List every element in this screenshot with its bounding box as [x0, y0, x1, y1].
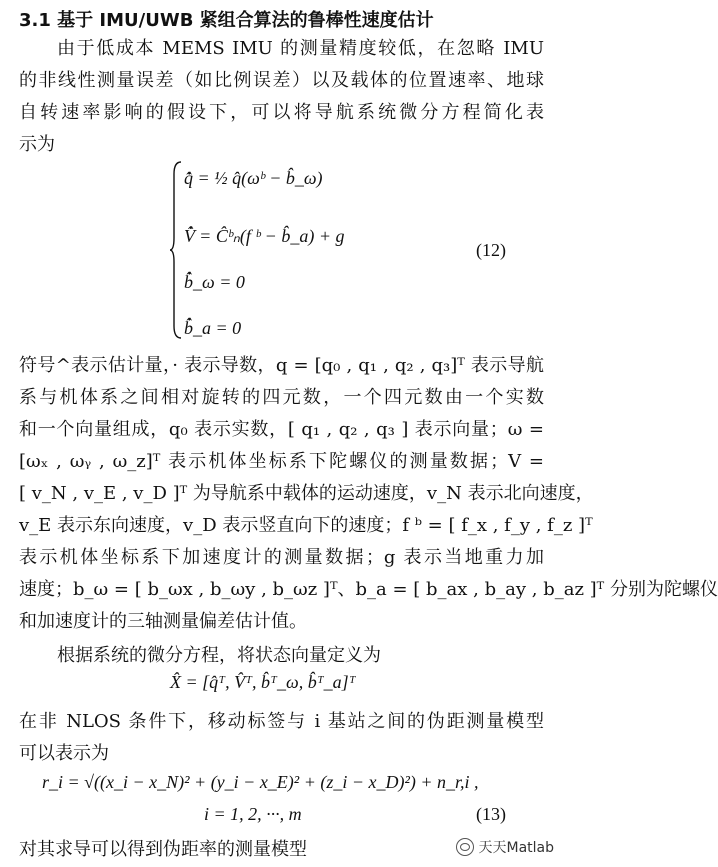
paragraph-line: [ωₓ , ωᵧ , ω_z]ᵀ 表示机体坐标系下陀螺仪的测量数据；V = [19, 451, 544, 472]
watermark [456, 837, 554, 857]
equation-13-number: (13) [476, 804, 506, 824]
paragraph-line: 符号^表示估计量，· 表示导数，q = [q₀ , q₁ , q₂ , q₃]ᵀ 表示导航 [19, 355, 544, 376]
equation-12-line-1: q̂̇ = ½ q̂(ωᵇ − b̂_ω) [184, 168, 323, 188]
equation-brace [170, 160, 182, 340]
equation-12-line-3: b̂̇_ω = 0 [184, 272, 245, 292]
paragraph-line: 由于低成本 MEMS IMU 的测量精度较低，在忽略 IMU [57, 38, 544, 59]
equation-13-line-2: i = 1, 2, ···, m [204, 804, 302, 824]
paragraph-line: v_E 表示东向速度，v_D 表示竖直向下的速度；f ᵇ = [ f_x , f_y , f_z ]ᵀ [19, 515, 593, 536]
wechat-icon [456, 838, 474, 856]
paragraph-line: 表示机体坐标系下加速度计的测量数据；g 表示当地重力加 [19, 547, 544, 568]
paragraph-line: 在非 NLOS 条件下，移动标签与 i 基站之间的伪距测量模型 [19, 711, 544, 732]
paragraph-line: 速度；b_ω = [ b_ωx , b_ωy , b_ωz ]ᵀ、b_a = [ b_ax , b_ay , b_az ]ᵀ 分别为陀螺仪 [19, 579, 718, 600]
section-heading: 3.1 基于 IMU/UWB 紧组合算法的鲁棒性速度估计 [19, 10, 434, 31]
watermark-label: 天天Matlab [478, 840, 554, 856]
paragraph-line: 和加速度计的三轴测量偏差估计值。 [19, 611, 307, 632]
equation-13-line-1: r_i = √((x_i − x_N)² + (y_i − x_E)² + (z_i − x_D)²) + n_r,i , [42, 772, 479, 792]
paragraph-line: 和一个向量组成，q₀ 表示实数，[ q₁ , q₂ , q₃ ] 表示向量；ω = [19, 419, 544, 440]
paragraph-line: 的非线性测量误差（如比例误差）以及载体的位置速率、地球 [19, 70, 544, 91]
paragraph-line: 可以表示为 [19, 743, 109, 764]
equation-12-line-2: V̂̇ = Ĉᵇₙ(f ᵇ − b̂_a) + g [184, 226, 345, 246]
paragraph-line: [ v_N , v_E , v_D ]ᵀ 为导航系中载体的运动速度，v_N 表示北向速度， [19, 483, 594, 504]
equation-12-number: (12) [476, 240, 506, 260]
paragraph-line: 系与机体系之间相对旋转的四元数，一个四元数由一个实数 [19, 387, 544, 408]
state-vector-equation: X̂ = [q̂ᵀ, V̂ᵀ, b̂ᵀ_ω, b̂ᵀ_a]ᵀ [170, 672, 356, 692]
paragraph-line: 自转速率影响的假设下，可以将导航系统微分方程简化表 [19, 102, 544, 123]
equation-12-line-4: b̂̇_a = 0 [184, 318, 242, 338]
paragraph-line: 对其求导可以得到伪距率的测量模型 [19, 839, 307, 860]
paragraph-line: 根据系统的微分方程，将状态向量定义为 [57, 645, 381, 666]
paragraph-line: 示为 [19, 134, 55, 155]
